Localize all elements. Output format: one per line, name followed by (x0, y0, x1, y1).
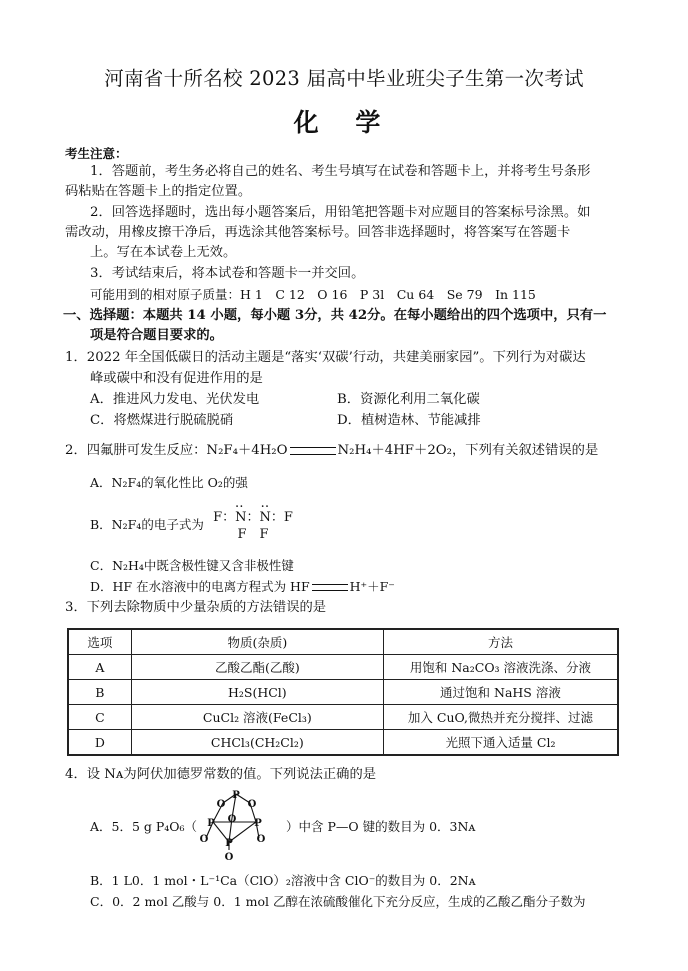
atom-label: O (256, 834, 266, 845)
atom-label: O (199, 834, 209, 845)
table-header-cell: 方法 (383, 629, 618, 655)
q2-option-d-suffix: H⁺＋F⁻ (349, 579, 395, 594)
q4-option-b: B．1 L0．1 mol・L⁻¹Ca（ClO）₂溶液中含 ClO⁻的数目为 0．2Nᴀ (90, 873, 476, 888)
p4o6-molecule-diagram (192, 784, 276, 866)
q1-stem-line-1: 1．2022 年全国低碳日的活动主题是“落实‘双碳’行动，共建美丽家园”。下列行为对碳达 (65, 350, 586, 365)
table-header-cell: 选项 (68, 629, 131, 655)
q2-option-d-prefix: D．HF 在水溶液中的电离方程式为 HF (90, 579, 310, 594)
q1-stem-line-2: 峰或碳中和没有促进作用的是 (90, 371, 263, 386)
note-1-line-1: 1．答题前，考生务必将自己的姓名、考生号填写在试卷和答题卡上，并将考生号条形 (90, 164, 591, 179)
q4-option-a-prefix: A．5．5 g P₄O₆（ (90, 819, 198, 834)
table-header-cell: 物质(杂质) (131, 629, 383, 655)
q2-option-b: B．N₂F₄的电子式为 (90, 517, 204, 532)
table-cell: 用饱和 Na₂CO₃ 溶液洗涤、分液 (383, 655, 618, 680)
atomic-masses: 可能用到的相对原子质量：H 1 C 12 O 16 P 3l Cu 64 Se 79 In 115 (90, 287, 536, 302)
table-header-row (68, 629, 618, 655)
q1-option-b: B．资源化利用二氧化碳 (337, 392, 480, 407)
electron-formula-main: F：N：N：F (213, 510, 293, 525)
q2-stem-prefix: 2．四氟肼可发生反应：N₂F₄＋4H₂O (65, 443, 288, 458)
table-cell: D (68, 730, 131, 756)
electron-dots-top: ‥ ‥ (234, 496, 272, 511)
note-2-line-1: 2．回答选择题时，选出每小题答案后，用铅笔把答题卡对应题目的答案标号涂黑。如 (90, 205, 591, 220)
section-1-line-2: 项是符合题目要求的。 (90, 328, 223, 343)
atom-label: O (247, 799, 257, 810)
table-cell: CuCl₂ 溶液(FeCl₃) (131, 705, 383, 730)
table-row (68, 680, 618, 705)
q3-table (67, 628, 619, 756)
note-1-line-2: 码粘贴在答题卡上的指定位置。 (65, 184, 252, 199)
atom-label: P (254, 818, 262, 829)
electron-formula-bottom: F F (237, 527, 269, 542)
q4-option-c: C．0．2 mol 乙酸与 0．1 mol 乙醇在浓硫酸催化下充分反应，生成的乙酸乙酯分子数为 (90, 894, 586, 909)
q2-stem-suffix: N₂H₄＋4HF＋2O₂，下列有关叙述错误的是 (337, 443, 599, 458)
q2-stem (65, 441, 598, 461)
table-cell: 乙酸乙酯(乙酸) (131, 655, 383, 680)
table-cell: B (68, 680, 131, 705)
notes-heading: 考生注意： (65, 146, 128, 161)
note-3: 3．考试结束后，将本试卷和答题卡一并交回。 (90, 266, 365, 281)
table-cell: 加入 CuO,微热并充分搅拌、过滤 (383, 705, 618, 730)
note-2-line-2: 需改动，用橡皮擦干净后，再选涂其他答案标号。回答非选择题时，将答案写在答题卡 (65, 225, 571, 240)
q2-option-d (90, 577, 395, 597)
atom-label: O (227, 814, 237, 825)
table-row (68, 705, 618, 730)
section-1-line-1: 一、选择题：本题共 14 小题，每小题 3分，共 42分。在每小题给出的四个选项中，只有一 (63, 308, 607, 323)
q4-option-a-suffix: ）中含 P—O 键的数目为 0．3Nᴀ (286, 819, 476, 834)
table-row (68, 655, 618, 680)
atom-label: O (224, 852, 234, 863)
table-cell: 通过饱和 NaHS 溶液 (383, 680, 618, 705)
equilibrium-equals-sign (290, 447, 336, 455)
q1-option-d: D．植树造林、节能减排 (337, 413, 481, 428)
equilibrium-equals-sign (312, 584, 348, 591)
table-cell: 光照下通入适量 Cl₂ (383, 730, 618, 756)
atom-label: P (225, 838, 233, 849)
table-cell: A (68, 655, 131, 680)
atom-label: O (216, 799, 226, 810)
table-row (68, 730, 618, 756)
q2-option-c: C．N₂H₄中既含极性键又含非极性键 (90, 558, 294, 573)
q3-stem: 3．下列去除物质中少量杂质的方法错误的是 (65, 600, 327, 615)
q1-option-c: C．将燃煤进行脱硫脱硝 (90, 413, 234, 428)
q4-stem: 4．设 Nᴀ为阿伏加德罗常数的值。下列说法正确的是 (65, 767, 377, 782)
q1-option-a: A．推进风力发电、光伏发电 (90, 392, 260, 407)
atom-label: P (207, 818, 215, 829)
electron-formula (212, 497, 294, 542)
atom-label: P (232, 790, 240, 801)
exam-title: 河南省十所名校 2023 届高中毕业班尖子生第一次考试 (104, 67, 584, 90)
q2-option-a: A．N₂F₄的氧化性比 O₂的强 (90, 475, 248, 490)
table-cell: H₂S(HCl) (131, 680, 383, 705)
note-2-line-3: 上。写在本试卷上无效。 (90, 245, 237, 260)
table-cell: C (68, 705, 131, 730)
table-cell: CHCl₃(CH₂Cl₂) (131, 730, 383, 756)
subject-title: 化 学 (293, 108, 395, 137)
